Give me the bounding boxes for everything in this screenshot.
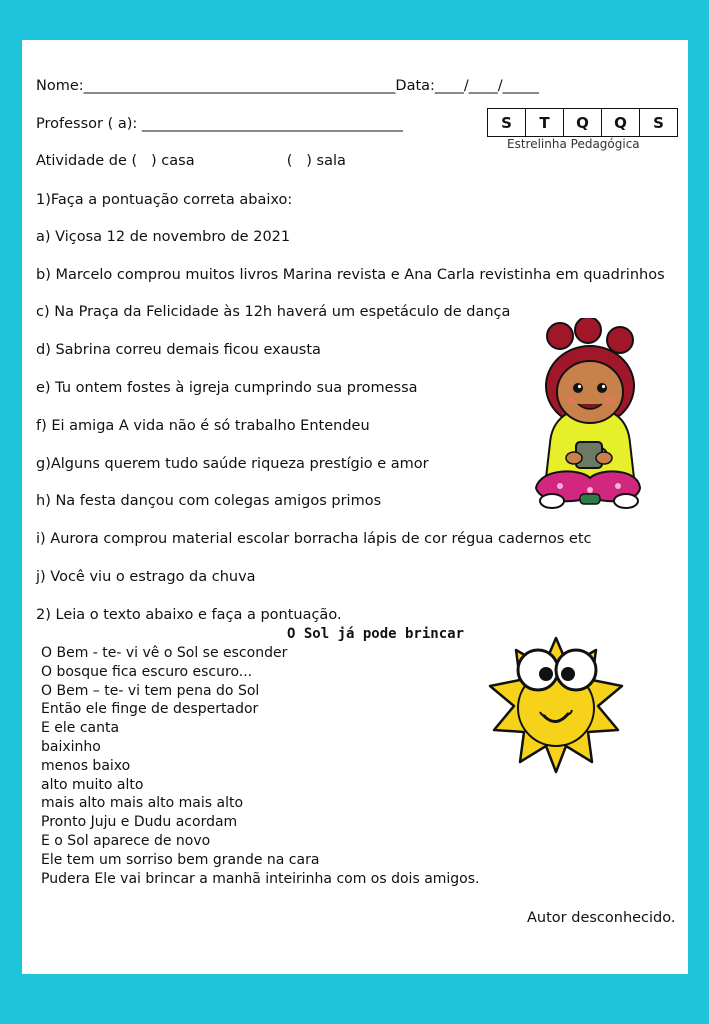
poem-line: Pudera Ele vai brincar a manhã inteirinha com os dois amigos. [41,870,480,887]
name-date-line: Nome:___________________________________________Data:____/____/_____ [36,78,539,94]
question1-title: 1)Faça a pontuação correta abaixo: [36,192,293,208]
poem-line: E ele canta [41,720,120,737]
question1-item: j) Você viu o estrago da chuva [36,569,256,585]
question1-item: i) Aurora comprou material escolar borracha lápis de cor régua cadernos etc [36,531,592,547]
weekday-box[interactable]: T [526,109,564,136]
question1-item: a) Viçosa 12 de novembro de 2021 [36,229,291,245]
weekday-box[interactable]: Q [564,109,602,136]
weekday-box[interactable]: Q [602,109,640,136]
question1-item: f) Ei amiga A vida não é só trabalho Entendeu [36,418,370,434]
weekday-box[interactable]: S [653,113,664,132]
question2-title: 2) Leia o texto abaixo e faça a pontuação. [36,607,342,623]
author: Autor desconhecido. [527,910,676,926]
question1-item: e) Tu ontem fostes à igreja cumprindo sua promessa [36,380,418,396]
girl-illustration [530,318,645,513]
question1-item: d) Sabrina correu demais ficou exausta [36,342,321,358]
question1-item: g)Alguns querem tudo saúde riqueza prestígio e amor [36,456,429,472]
poem-line: O Bem – te- vi tem pena do Sol [41,682,260,699]
poem-line: E o Sol aparece de novo [41,832,211,849]
poem-line: alto muito alto [41,776,144,793]
weekday-boxes [487,108,678,137]
poem-line: menos baixo [41,757,131,774]
poem-line: Então ele finge de despertador [41,701,259,718]
poem-line: baixinho [41,738,101,755]
question1-item: c) Na Praça da Felicidade às 12h haverá um espetáculo de dança [36,304,511,320]
poem-line: O bosque fica escuro escuro... [41,663,253,680]
sun-illustration [488,636,624,774]
poem [41,644,480,888]
poem-line: mais alto mais alto mais alto [41,795,244,812]
question1-item: b) Marcelo comprou muitos livros Marina revista e Ana Carla revistinha em quadrinhos [36,267,665,283]
poem-title: O Sol já pode brincar [287,626,465,642]
question1-item: h) Na festa dançou com colegas amigos primos [36,493,382,509]
poem-line: O Bem - te- vi vê o Sol se esconder [41,645,288,661]
poem-line: Pronto Juju e Dudu acordam [41,814,238,831]
brand-watermark: Estrelinha Pedagógica [507,137,640,151]
teacher-line: Professor ( a): ____________________________________ [36,116,403,132]
weekday-box[interactable]: S [488,109,526,136]
poem-line: Ele tem um sorriso bem grande na cara [41,851,320,868]
activity-line: Atividade de ( ) casa ( ) sala [36,153,346,169]
